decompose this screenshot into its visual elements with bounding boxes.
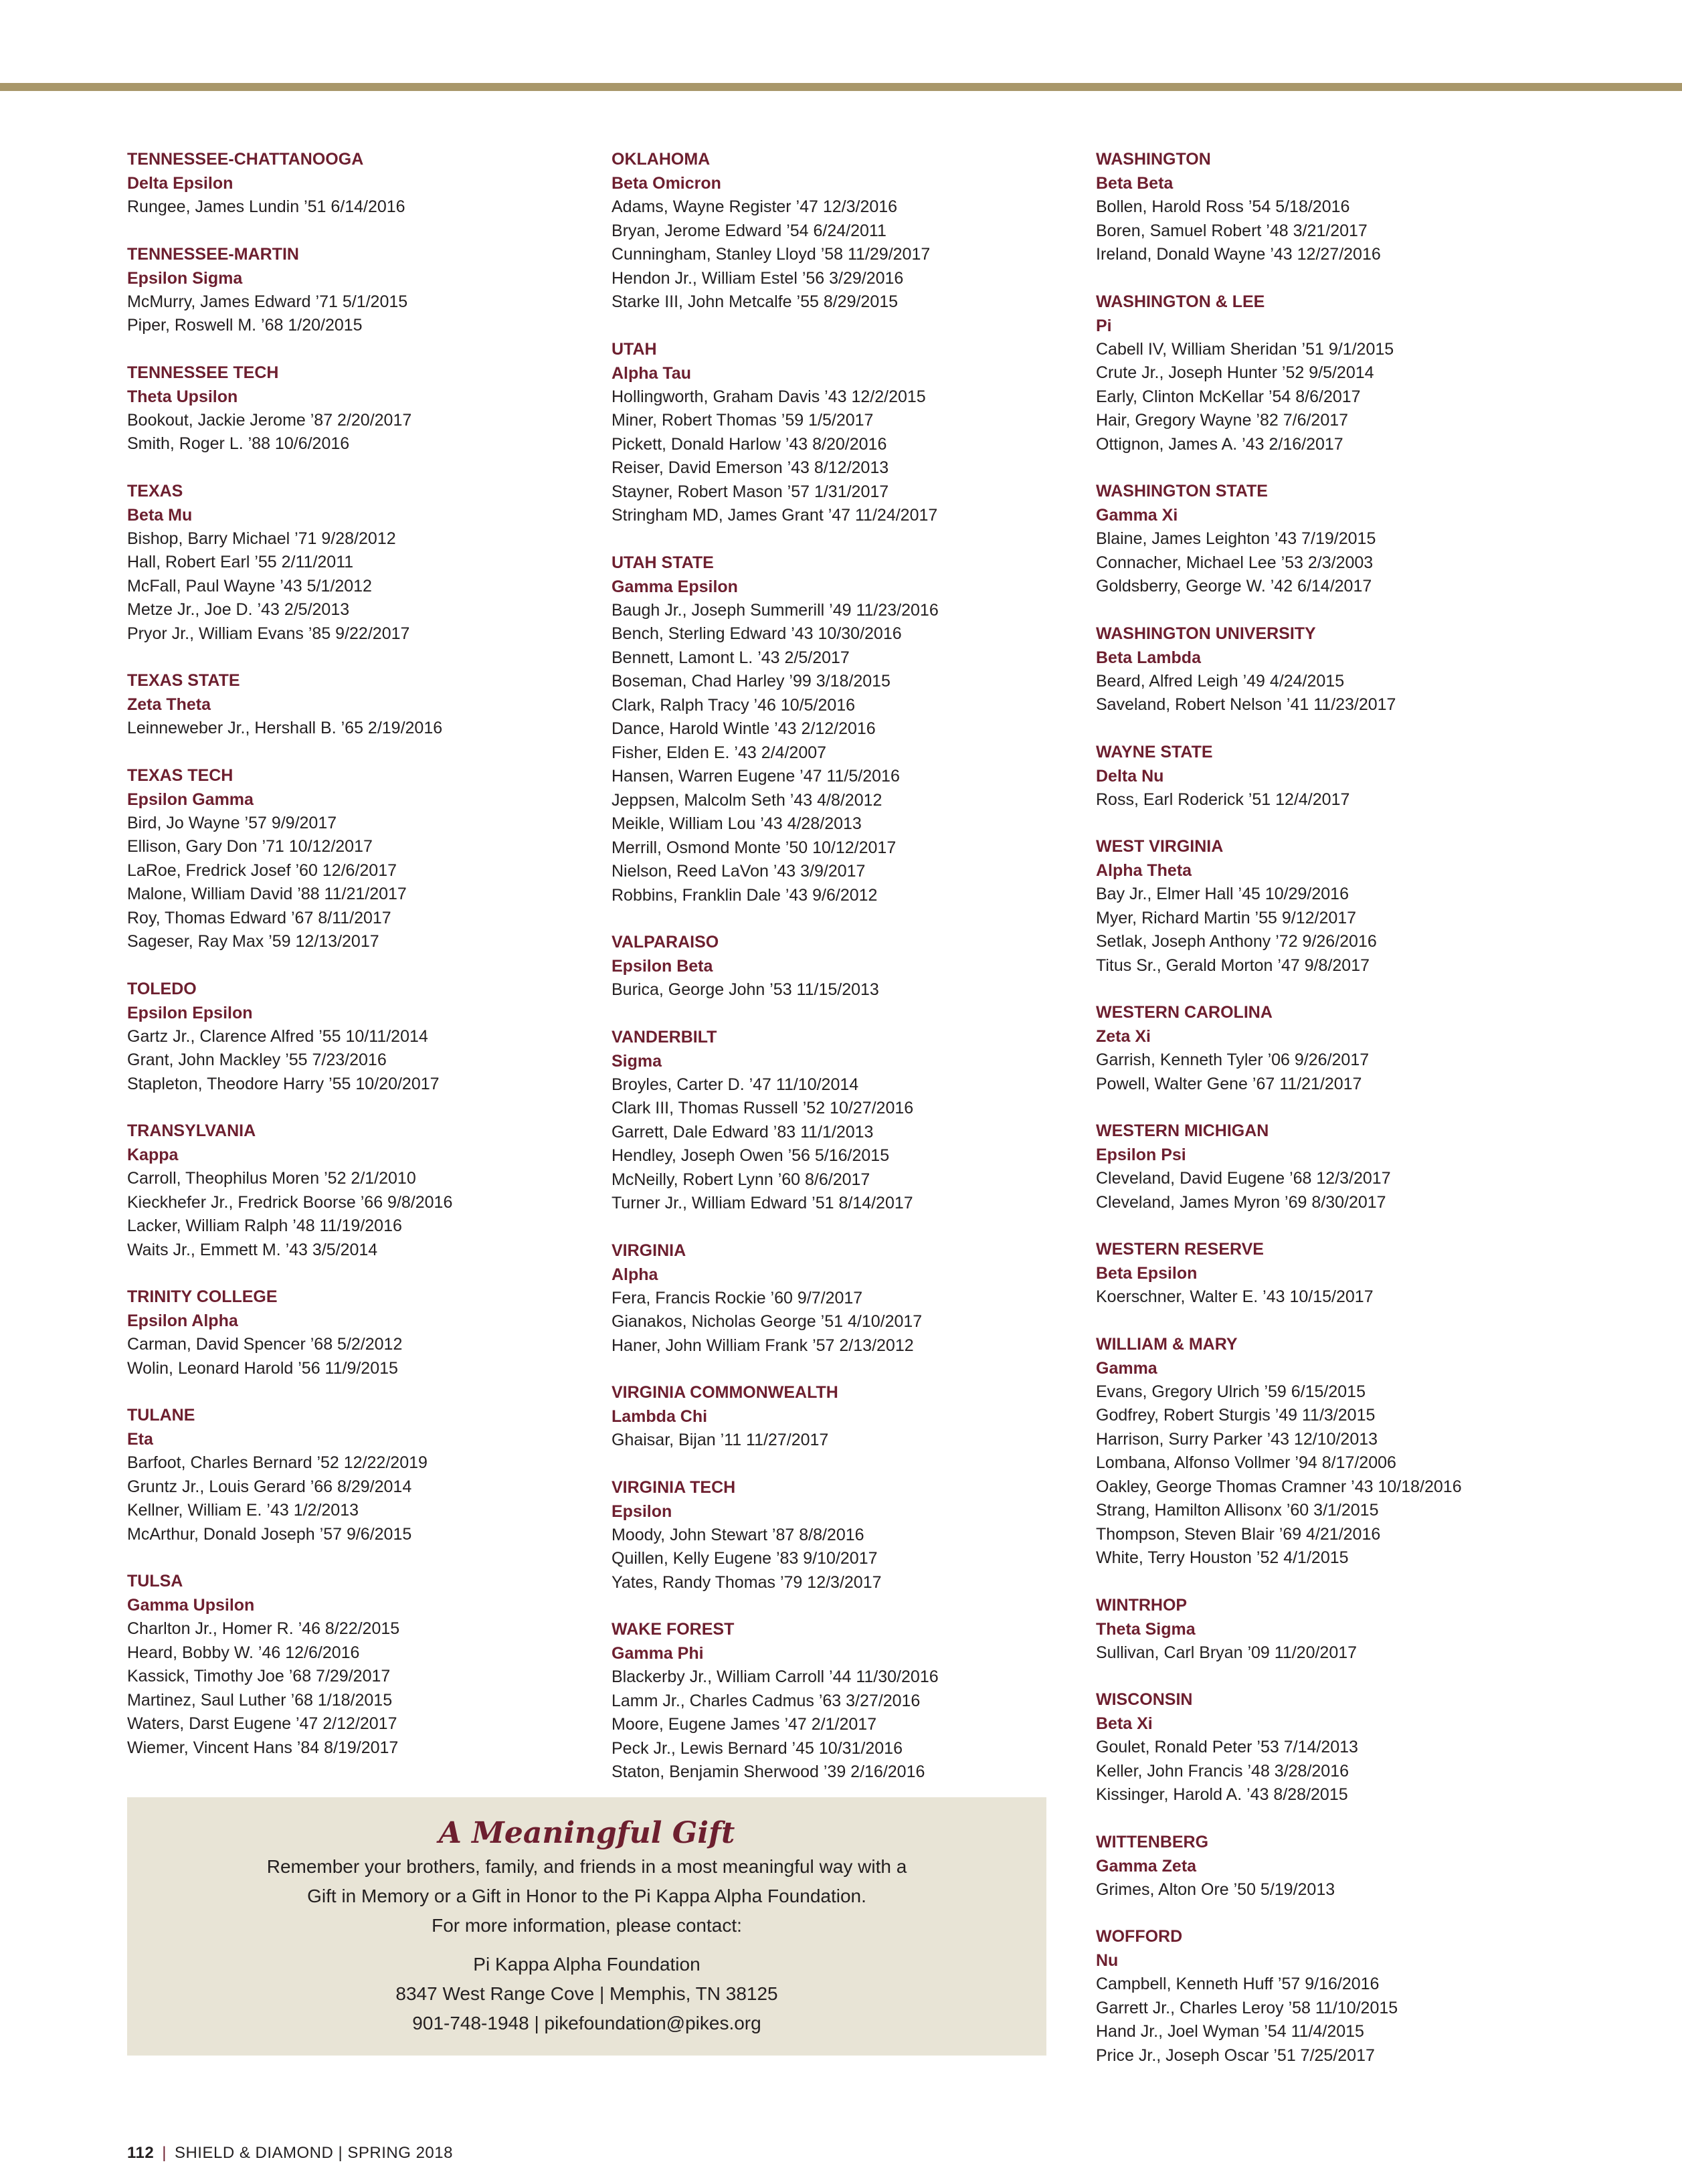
member-entry: Harrison, Surry Parker ’43 12/10/2013 (1096, 1429, 1378, 1449)
member-entry: Barfoot, Charles Bernard ’52 12/22/2019 (127, 1453, 428, 1472)
chapter-name: Gamma Xi (1096, 506, 1178, 525)
chapter-name: Gamma Zeta (1096, 1856, 1197, 1876)
chapter-name: Zeta Theta (127, 695, 211, 714)
chapter-name: Epsilon Sigma (127, 268, 243, 288)
gift-text-line-2: Gift in Memory or a Gift in Honor to the Pi Kappa Alpha Foundation. (307, 1886, 866, 1906)
member-entry: Blackerby Jr., William Carroll ’44 11/30/2016 (612, 1667, 939, 1686)
member-entry: Koerschner, Walter E. ’43 10/15/2017 (1096, 1287, 1374, 1306)
chapter-entry (127, 977, 582, 1097)
member-entry: Kellner, William E. ’43 1/2/2013 (127, 1501, 359, 1520)
chapter-entry (1096, 622, 1551, 717)
member-entry: Roy, Thomas Edward ’67 8/11/2017 (127, 908, 391, 927)
member-entry: McNeilly, Robert Lynn ’60 8/6/2017 (612, 1170, 870, 1189)
school-name: TULANE (127, 1406, 195, 1425)
member-entry: Boseman, Chad Harley ’99 3/18/2015 (612, 672, 891, 691)
chapter-name: Gamma Epsilon (612, 577, 738, 596)
chapter-entry (1096, 1332, 1551, 1570)
member-entry: Moody, John Stewart ’87 8/8/2016 (612, 1525, 864, 1544)
gift-org: Pi Kappa Alpha Foundation (473, 1954, 700, 1975)
publication-name: SHIELD & DIAMOND | SPRING 2018 (174, 2144, 453, 2162)
chapter-name: Epsilon Beta (612, 957, 713, 976)
chapter-entry (127, 147, 582, 219)
member-entry: Bay Jr., Elmer Hall ’45 10/29/2016 (1096, 885, 1349, 903)
page-number: 112 (127, 2144, 155, 2162)
member-entry: Clark, Ralph Tracy ’46 10/5/2016 (612, 695, 856, 715)
member-entry: Strang, Hamilton Allisonx ’60 3/1/2015 (1096, 1501, 1379, 1520)
school-name: TEXAS (127, 481, 183, 500)
chapter-entry (612, 1380, 1066, 1453)
chapter-entry (127, 1569, 582, 1760)
chapter-entry (1096, 1593, 1551, 1665)
chapter-entry (1096, 479, 1551, 599)
column-2 (612, 147, 1066, 1807)
school-name: WITTENBERG (1096, 1832, 1209, 1851)
member-entry: Kissinger, Harold A. ’43 8/28/2015 (1096, 1785, 1348, 1804)
member-entry: Sullivan, Carl Bryan ’09 11/20/2017 (1096, 1643, 1358, 1662)
member-entry: Bench, Sterling Edward ’43 10/30/2016 (612, 624, 902, 643)
chapter-name: Epsilon Alpha (127, 1311, 238, 1330)
school-name: TRINITY COLLEGE (127, 1287, 278, 1306)
member-entry: Hendley, Joseph Owen ’56 5/16/2015 (612, 1146, 890, 1165)
chapter-name: Delta Epsilon (127, 174, 233, 193)
member-entry: Garrett Jr., Charles Leroy ’58 11/10/2015 (1096, 1998, 1398, 2017)
member-entry: Hair, Gregory Wayne ’82 7/6/2017 (1096, 411, 1349, 430)
top-rule (0, 83, 1682, 91)
chapter-entry (612, 551, 1066, 908)
school-name: VANDERBILT (612, 1027, 717, 1046)
member-entry: Broyles, Carter D. ’47 11/10/2014 (612, 1075, 859, 1094)
column-1 (127, 147, 582, 1783)
member-entry: Cleveland, David Eugene ’68 12/3/2017 (1096, 1169, 1391, 1188)
chapter-entry (612, 337, 1066, 528)
member-entry: Kassick, Timothy Joe ’68 7/29/2017 (127, 1667, 391, 1686)
chapter-entry (127, 1119, 582, 1262)
chapter-entry (1096, 1830, 1551, 1902)
gift-callout (127, 1797, 1046, 2056)
member-entry: Ghaisar, Bijan ’11 11/27/2017 (612, 1431, 829, 1449)
member-entry: Godfrey, Robert Sturgis ’49 11/3/2015 (1096, 1406, 1376, 1425)
member-entry: Quillen, Kelly Eugene ’83 9/10/2017 (612, 1549, 878, 1568)
member-entry: Fera, Francis Rockie ’60 9/7/2017 (612, 1288, 863, 1307)
chapter-entry (1096, 834, 1551, 978)
member-entry: Gruntz Jr., Louis Gerard ’66 8/29/2014 (127, 1477, 412, 1496)
gift-contact: 901-748-1948 | pikefoundation@pikes.org (412, 2013, 761, 2033)
member-entry: White, Terry Houston ’52 4/1/2015 (1096, 1548, 1349, 1567)
member-entry: Garrish, Kenneth Tyler ’06 9/26/2017 (1096, 1051, 1370, 1069)
chapter-name: Lambda Chi (612, 1407, 708, 1426)
member-entry: Waters, Darst Eugene ’47 2/12/2017 (127, 1714, 397, 1733)
member-entry: Ottignon, James A. ’43 2/16/2017 (1096, 434, 1343, 454)
member-entry: Hand Jr., Joel Wyman ’54 11/4/2015 (1096, 2022, 1364, 2041)
member-entry: Adams, Wayne Register ’47 12/3/2016 (612, 197, 898, 216)
member-entry: Waits Jr., Emmett M. ’43 3/5/2014 (127, 1240, 378, 1259)
member-entry: Bennett, Lamont L. ’43 2/5/2017 (612, 648, 850, 667)
member-entry: Ross, Earl Roderick ’51 12/4/2017 (1096, 790, 1350, 809)
column-3 (1096, 147, 1551, 2090)
school-name: VIRGINIA (612, 1241, 686, 1260)
member-entry: Hansen, Warren Eugene ’47 11/5/2016 (612, 767, 900, 786)
member-entry: Price Jr., Joseph Oscar ’51 7/25/2017 (1096, 2045, 1375, 2065)
member-entry: Grimes, Alton Ore ’50 5/19/2013 (1096, 1880, 1335, 1899)
school-name: WESTERN RESERVE (1096, 1240, 1264, 1259)
chapter-name: Gamma (1096, 1358, 1157, 1378)
member-entry: Hall, Robert Earl ’55 2/11/2011 (127, 553, 354, 571)
chapter-name: Epsilon Gamma (127, 790, 254, 809)
chapter-entry (127, 361, 582, 456)
school-name: WASHINGTON (1096, 150, 1211, 169)
member-entry: Bookout, Jackie Jerome ’87 2/20/2017 (127, 410, 412, 430)
gift-text-line-3: For more information, please contact: (432, 1915, 742, 1936)
chapter-entry (127, 668, 582, 741)
member-entry: Turner Jr., William Edward ’51 8/14/2017 (612, 1194, 913, 1212)
member-entry: Goulet, Ronald Peter ’53 7/14/2013 (1096, 1738, 1358, 1756)
member-entry: Stayner, Robert Mason ’57 1/31/2017 (612, 482, 889, 501)
school-name: TENNESSEE TECH (127, 363, 279, 382)
chapter-entry (127, 1403, 582, 1546)
school-name: VIRGINIA COMMONWEALTH (612, 1383, 838, 1402)
member-entry: Bryan, Jerome Edward ’54 6/24/2011 (612, 221, 886, 240)
member-entry: Pickett, Donald Harlow ’43 8/20/2016 (612, 434, 887, 454)
member-entry: Nielson, Reed LaVon ’43 3/9/2017 (612, 862, 866, 881)
member-entry: Starke III, John Metcalfe ’55 8/29/2015 (612, 292, 899, 311)
school-name: WILLIAM & MARY (1096, 1334, 1238, 1354)
school-name: TEXAS TECH (127, 765, 233, 785)
school-name: TENNESSEE-CHATTANOOGA (127, 150, 364, 169)
school-name: WISCONSIN (1096, 1690, 1193, 1709)
member-entry: Smith, Roger L. ’88 10/6/2016 (127, 434, 350, 453)
chapter-name: Zeta Xi (1096, 1027, 1151, 1046)
chapter-name: Beta Mu (127, 505, 193, 525)
member-entry: Connacher, Michael Lee ’53 2/3/2003 (1096, 553, 1374, 572)
chapter-entry (1096, 1119, 1551, 1214)
chapter-name: Pi (1096, 316, 1112, 335)
member-entry: Beard, Alfred Leigh ’49 4/24/2015 (1096, 671, 1345, 691)
chapter-name: Beta Omicron (612, 174, 721, 193)
chapter-entry (612, 147, 1066, 314)
member-entry: Powell, Walter Gene ’67 11/21/2017 (1096, 1074, 1362, 1093)
footer-separator: | (162, 2144, 167, 2162)
chapter-name: Alpha Theta (1096, 861, 1192, 880)
chapter-entry (127, 763, 582, 954)
page-footer (127, 2144, 453, 2163)
member-entry: Bishop, Barry Michael ’71 9/28/2012 (127, 529, 396, 548)
school-name: WAKE FOREST (612, 1620, 735, 1639)
member-entry: Hendon Jr., William Estel ’56 3/29/2016 (612, 268, 904, 288)
member-entry: Bollen, Harold Ross ’54 5/18/2016 (1096, 197, 1350, 216)
chapter-entry (1096, 1237, 1551, 1309)
member-entry: Cleveland, James Myron ’69 8/30/2017 (1096, 1192, 1386, 1212)
member-entry: Yates, Randy Thomas ’79 12/3/2017 (612, 1572, 882, 1592)
member-entry: Lacker, William Ralph ’48 11/19/2016 (127, 1216, 402, 1235)
member-entry: Staton, Benjamin Sherwood ’39 2/16/2016 (612, 1762, 925, 1781)
member-entry: Haner, John William Frank ’57 2/13/2012 (612, 1336, 914, 1355)
gift-address: 8347 West Range Cove | Memphis, TN 38125 (395, 1983, 778, 2004)
member-entry: Merrill, Osmond Monte ’50 10/12/2017 (612, 838, 897, 857)
member-entry: Goldsberry, George W. ’42 6/14/2017 (1096, 577, 1372, 596)
school-name: WASHINGTON & LEE (1096, 292, 1265, 311)
school-name: WASHINGTON UNIVERSITY (1096, 624, 1316, 643)
gift-title: A Meaningful Gift (438, 1816, 735, 1850)
member-entry: Fisher, Elden E. ’43 2/4/2007 (612, 743, 827, 762)
member-entry: Hollingworth, Graham Davis ’43 12/2/2015 (612, 387, 926, 406)
member-entry: Evans, Gregory Ulrich ’59 6/15/2015 (1096, 1382, 1366, 1401)
member-entry: Myer, Richard Martin ’55 9/12/2017 (1096, 908, 1357, 927)
member-entry: Leinneweber Jr., Hershall B. ’65 2/19/2016 (127, 719, 443, 737)
member-entry: Moore, Eugene James ’47 2/1/2017 (612, 1715, 877, 1734)
chapter-name: Kappa (127, 1146, 179, 1164)
member-entry: Garrett, Dale Edward ’83 11/1/2013 (612, 1122, 874, 1142)
school-name: UTAH STATE (612, 553, 714, 572)
member-entry: Lombana, Alfonso Vollmer ’94 8/17/2006 (1096, 1453, 1396, 1472)
chapter-name: Alpha Tau (612, 363, 691, 383)
member-entry: Early, Clinton McKellar ’54 8/6/2017 (1096, 387, 1361, 406)
school-name: WAYNE STATE (1096, 742, 1213, 761)
member-entry: Ireland, Donald Wayne ’43 12/27/2016 (1096, 245, 1381, 264)
member-entry: LaRoe, Fredrick Josef ’60 12/6/2017 (127, 860, 397, 880)
member-entry: McFall, Paul Wayne ’43 5/1/2012 (127, 576, 372, 596)
member-entry: Piper, Roswell M. ’68 1/20/2015 (127, 316, 363, 335)
school-name: WESTERN CAROLINA (1096, 1003, 1273, 1022)
member-entry: Saveland, Robert Nelson ’41 11/23/2017 (1096, 695, 1396, 714)
chapter-name: Nu (1096, 1951, 1119, 1970)
member-entry: McArthur, Donald Joseph ’57 9/6/2015 (127, 1524, 412, 1544)
chapter-name: Alpha (612, 1265, 658, 1284)
chapter-entry (127, 242, 582, 338)
school-name: WEST VIRGINIA (1096, 837, 1224, 856)
member-entry: Grant, John Mackley ’55 7/23/2016 (127, 1051, 387, 1069)
member-entry: Miner, Robert Thomas ’59 1/5/2017 (612, 411, 874, 430)
chapter-name: Beta Lambda (1096, 648, 1201, 667)
school-name: WOFFORD (1096, 1927, 1183, 1946)
chapter-name: Eta (127, 1430, 153, 1449)
member-entry: Cunningham, Stanley Lloyd ’58 11/29/2017 (612, 245, 931, 264)
chapter-name: Theta Upsilon (127, 387, 238, 406)
member-entry: Cabell IV, William Sheridan ’51 9/1/2015 (1096, 339, 1394, 359)
member-entry: Blaine, James Leighton ’43 7/19/2015 (1096, 529, 1376, 548)
chapter-name: Delta Nu (1096, 766, 1164, 786)
member-entry: Charlton Jr., Homer R. ’46 8/22/2015 (127, 1619, 400, 1638)
school-name: WINTRHOP (1096, 1595, 1188, 1615)
school-name: VALPARAISO (612, 933, 719, 951)
member-entry: Peck Jr., Lewis Bernard ’45 10/31/2016 (612, 1738, 903, 1758)
member-entry: Carman, David Spencer ’68 5/2/2012 (127, 1335, 403, 1354)
member-entry: Stapleton, Theodore Harry ’55 10/20/2017 (127, 1074, 440, 1093)
member-entry: Clark III, Thomas Russell ’52 10/27/2016 (612, 1099, 914, 1117)
member-entry: Oakley, George Thomas Cramner ’43 10/18/2016 (1096, 1477, 1462, 1496)
chapter-name: Beta Beta (1096, 174, 1174, 193)
member-entry: Kieckhefer Jr., Fredrick Boorse ’66 9/8/2016 (127, 1192, 453, 1212)
school-name: UTAH (612, 339, 657, 359)
chapter-entry (1096, 290, 1551, 457)
member-entry: McMurry, James Edward ’71 5/1/2015 (127, 292, 408, 311)
member-entry: Stringham MD, James Grant ’47 11/24/2017 (612, 506, 938, 525)
chapter-entry (612, 1025, 1066, 1216)
chapter-name: Gamma Phi (612, 1644, 704, 1663)
member-entry: Lamm Jr., Charles Cadmus ’63 3/27/2016 (612, 1691, 921, 1710)
school-name: TOLEDO (127, 979, 197, 998)
school-name: OKLAHOMA (612, 150, 711, 169)
member-entry: Setlak, Joseph Anthony ’72 9/26/2016 (1096, 932, 1377, 951)
chapter-entry (1096, 147, 1551, 267)
chapter-entry (1096, 1000, 1551, 1096)
member-entry: Gartz Jr., Clarence Alfred ’55 10/11/2014 (127, 1026, 428, 1046)
member-entry: Thompson, Steven Blair ’69 4/21/2016 (1096, 1524, 1381, 1544)
school-name: TEXAS STATE (127, 671, 240, 690)
chapter-entry (1096, 1924, 1551, 2068)
member-entry: Bird, Jo Wayne ’57 9/9/2017 (127, 813, 337, 832)
chapter-name: Epsilon (612, 1502, 672, 1521)
chapter-name: Epsilon Psi (1096, 1146, 1186, 1164)
member-entry: Rungee, James Lundin ’51 6/14/2016 (127, 197, 405, 216)
chapter-name: Theta Sigma (1096, 1619, 1196, 1639)
chapter-name: Gamma Upsilon (127, 1596, 255, 1615)
member-entry: Metze Jr., Joe D. ’43 2/5/2013 (127, 600, 350, 619)
school-name: VIRGINIA TECH (612, 1477, 736, 1497)
member-entry: Boren, Samuel Robert ’48 3/21/2017 (1096, 221, 1368, 240)
member-entry: Wiemer, Vincent Hans ’84 8/19/2017 (127, 1738, 399, 1757)
chapter-name: Epsilon Epsilon (127, 1003, 253, 1022)
member-entry: Heard, Bobby W. ’46 12/6/2016 (127, 1643, 360, 1662)
chapter-entry (612, 1475, 1066, 1595)
chapter-entry (1096, 1688, 1551, 1807)
chapter-entry (127, 479, 582, 646)
chapter-name: Beta Xi (1096, 1714, 1153, 1733)
gift-text-line-1: Remember your brothers, family, and friends in a most meaningful way with a (266, 1856, 907, 1877)
member-entry: Titus Sr., Gerald Morton ’47 9/8/2017 (1096, 955, 1370, 975)
member-entry: Campbell, Kenneth Huff ’57 9/16/2016 (1096, 1975, 1380, 1993)
school-name: TENNESSEE-MARTIN (127, 244, 299, 264)
chapter-entry (127, 1285, 582, 1380)
member-entry: Baugh Jr., Joseph Summerill ’49 11/23/2016 (612, 600, 939, 620)
member-entry: Martinez, Saul Luther ’68 1/18/2015 (127, 1690, 393, 1710)
member-entry: Keller, John Francis ’48 3/28/2016 (1096, 1761, 1349, 1781)
school-name: TULSA (127, 1572, 183, 1590)
member-entry: Crute Jr., Joseph Hunter ’52 9/5/2014 (1096, 363, 1374, 382)
member-entry: Dance, Harold Wintle ’43 2/12/2016 (612, 719, 876, 738)
member-entry: Meikle, William Lou ’43 4/28/2013 (612, 814, 862, 833)
member-entry: Wolin, Leonard Harold ’56 11/9/2015 (127, 1358, 398, 1378)
member-entry: Reiser, David Emerson ’43 8/12/2013 (612, 458, 889, 477)
chapter-name: Sigma (612, 1051, 662, 1071)
member-entry: Burica, George John ’53 11/15/2013 (612, 980, 879, 999)
chapter-entry (612, 930, 1066, 1002)
member-entry: Gianakos, Nicholas George ’51 4/10/2017 (612, 1312, 923, 1331)
chapter-entry (1096, 740, 1551, 812)
member-entry: Carroll, Theophilus Moren ’52 2/1/2010 (127, 1169, 416, 1188)
member-entry: Jeppsen, Malcolm Seth ’43 4/8/2012 (612, 790, 882, 810)
member-entry: Ellison, Gary Don ’71 10/12/2017 (127, 837, 373, 856)
chapter-name: Beta Epsilon (1096, 1264, 1198, 1283)
school-name: TRANSYLVANIA (127, 1121, 256, 1140)
school-name: WESTERN MICHIGAN (1096, 1121, 1269, 1140)
member-entry: Robbins, Franklin Dale ’43 9/6/2012 (612, 885, 878, 905)
member-entry: Pryor Jr., William Evans ’85 9/22/2017 (127, 624, 410, 643)
chapter-entry (612, 1239, 1066, 1358)
chapter-entry (612, 1617, 1066, 1785)
school-name: WASHINGTON STATE (1096, 482, 1268, 500)
member-entry: Sageser, Ray Max ’59 12/13/2017 (127, 932, 379, 951)
member-entry: Malone, William David ’88 11/21/2017 (127, 885, 407, 903)
